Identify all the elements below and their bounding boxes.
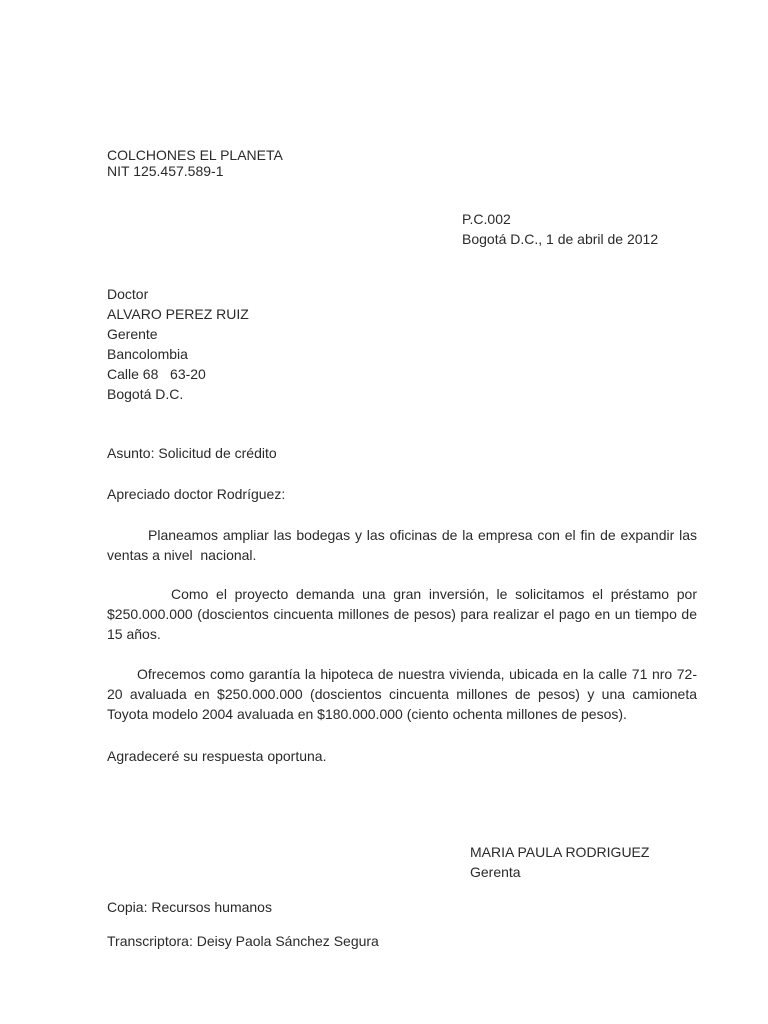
recipient-position: Gerente bbox=[107, 326, 158, 342]
subject-line: Asunto: Solicitud de crédito bbox=[107, 445, 277, 461]
body-paragraph-2-text: Como el proyecto demanda una gran inversión, le solicitamos el préstamo por $250.000.000 (doscientos cincuenta millones de pesos) para realizar el pago en un tiempo de 15 años. bbox=[107, 586, 697, 642]
recipient-block bbox=[107, 284, 249, 404]
reference-block bbox=[462, 209, 658, 249]
place-date: Bogotá D.C., 1 de abril de 2012 bbox=[462, 231, 659, 247]
body-paragraph-3-text: Ofrecemos como garantía la hipoteca de nuestra vivienda, ubicada en la calle 71 nro 72-20 avaluada en $250.000.000 (doscientos cincuenta millones de pesos) y una camioneta Toyota modelo 2004 avaluada en $180.000.000 (ciento ochenta millones de pesos). bbox=[107, 666, 697, 722]
greeting-line: Apreciado doctor Rodríguez: bbox=[107, 486, 286, 502]
copy-line: Copia: Recursos humanos bbox=[107, 899, 272, 915]
body-paragraph-1 bbox=[107, 525, 701, 565]
recipient-address: Calle 68 63-20 bbox=[107, 366, 206, 382]
body-paragraph-3 bbox=[107, 664, 697, 724]
recipient-company: Bancolombia bbox=[107, 346, 188, 362]
sender-nit: NIT 125.457.589-1 bbox=[107, 163, 224, 179]
signature-position: Gerenta bbox=[470, 864, 521, 880]
recipient-title: Doctor bbox=[107, 286, 149, 302]
sender-company: COLCHONES EL PLANETA bbox=[107, 147, 283, 163]
signature-block bbox=[470, 842, 649, 882]
signature-name: MARIA PAULA RODRIGUEZ bbox=[470, 844, 650, 860]
closing-line: Agradeceré su respuesta oportuna. bbox=[107, 748, 327, 764]
body-paragraph-2 bbox=[107, 584, 697, 644]
transcriber-line: Transcriptora: Deisy Paola Sánchez Segura bbox=[107, 933, 379, 949]
sender-block bbox=[107, 145, 283, 181]
body-paragraph-1-text: Planeamos ampliar las bodegas y las oficinas de la empresa con el fin de expandir las ventas a nivel nacional. bbox=[107, 527, 701, 563]
reference-code: P.C.002 bbox=[462, 211, 511, 227]
recipient-city: Bogotá D.C. bbox=[107, 386, 184, 402]
recipient-name: ALVARO PEREZ RUIZ bbox=[107, 306, 249, 322]
